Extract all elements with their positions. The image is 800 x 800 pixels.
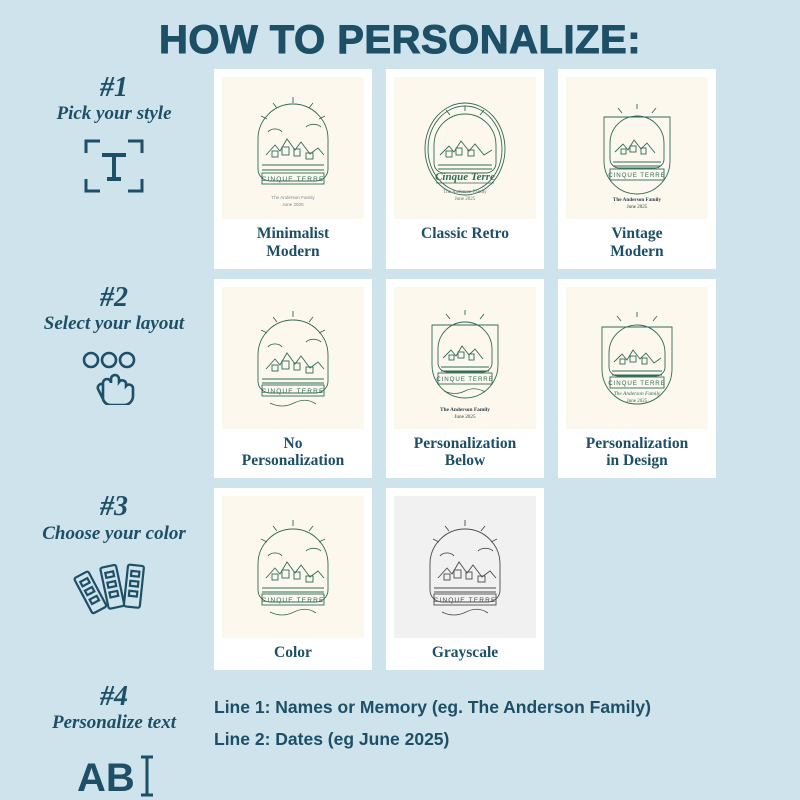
art-badge-text: CINQUE TERRE: [436, 375, 494, 383]
personalize-line-1: Line 1: Names or Memory (eg. The Anderson Family): [214, 697, 651, 718]
card-label-line1: Grayscale: [431, 644, 499, 662]
card-label-line1: Minimalist: [256, 225, 330, 242]
card-label-line1: Color: [274, 644, 312, 662]
style-card-classic-retro[interactable]: [386, 69, 544, 269]
card-label: [253, 225, 333, 263]
card-label-line2: Modern: [266, 242, 320, 260]
art-sub2: June 2025: [626, 205, 648, 210]
step-4-text: Personalize text: [51, 712, 177, 734]
step-row-4: [0, 678, 800, 800]
card-label: [606, 225, 667, 263]
layout-card-no-personalization[interactable]: [214, 279, 372, 479]
step-1-text: Pick your style: [56, 103, 172, 125]
card-label-line2: Modern: [610, 242, 664, 260]
art-badge-text: CINQUE TERRE: [433, 597, 497, 605]
card-label: [238, 435, 348, 473]
card-label-line1: Classic Retro: [421, 225, 509, 242]
text-style-icon: [14, 135, 214, 197]
card-label: [417, 225, 513, 245]
color-swatches-icon: [14, 554, 214, 616]
thumbnail: [394, 496, 536, 638]
step-row-1: [0, 69, 800, 269]
color-card-grayscale[interactable]: [386, 488, 544, 670]
thumbnail: [222, 287, 364, 429]
style-card-vintage-modern[interactable]: [558, 69, 716, 269]
step-row-2: [0, 279, 800, 479]
step-1-label-block: [14, 69, 214, 197]
step-3-label-block: [14, 488, 214, 616]
thumbnail: [222, 77, 364, 219]
card-label-line2: Below: [444, 452, 486, 470]
step-row-3: [0, 488, 800, 670]
layout-card-personalization-in-design[interactable]: [558, 279, 716, 479]
step-3-cards: [214, 488, 786, 670]
art-badge-text: CINQUE TERRE: [608, 172, 666, 179]
thumbnail: [394, 77, 536, 219]
art-sub2: June 2025: [454, 197, 476, 202]
art-sub1: The Anderson Family: [443, 190, 487, 195]
art-badge-text: Cinque Terre: [435, 171, 495, 183]
color-card-color[interactable]: [214, 488, 372, 670]
step-3-text: Choose your color: [42, 522, 186, 544]
step-4-number: #4: [100, 681, 128, 713]
art-sub2: June 2025: [454, 413, 476, 420]
step-1-cards: [214, 69, 786, 269]
art-badge-text: CINQUE TERRE: [261, 387, 325, 395]
card-label: [270, 644, 316, 664]
step-1-number: #1: [100, 72, 128, 103]
art-sub1: The Anderson Family: [439, 406, 491, 413]
personalize-text-lines: [214, 678, 651, 755]
svg-text:AB: AB: [77, 756, 135, 800]
art-badge-text: CINQUE TERRE: [261, 597, 325, 605]
card-label-line2: in Design: [606, 452, 668, 470]
thumbnail: [394, 287, 536, 429]
card-label: [428, 644, 502, 664]
card-label-line2: Personalization: [241, 452, 345, 470]
layout-card-personalization-below[interactable]: [386, 279, 544, 479]
art-sub2: June 2025: [282, 202, 304, 207]
step-2-text: Select your layout: [43, 313, 185, 335]
step-3-number: #3: [100, 491, 128, 523]
art-badge-text: CINQUE TERRE: [261, 176, 325, 183]
thumbnail: [566, 287, 708, 429]
step-2-label-block: [14, 279, 214, 407]
pointer-select-icon: [14, 345, 214, 407]
ab-text-cursor-icon: [14, 744, 214, 800]
art-sub1: The Anderson Family: [271, 195, 315, 200]
style-card-minimalist-modern[interactable]: [214, 69, 372, 269]
card-label-line1: Vintage: [611, 225, 663, 242]
thumbnail: [566, 77, 708, 219]
step-2-cards: [214, 279, 786, 479]
card-label-line1: Personalization: [585, 434, 689, 452]
step-4-label-block: [14, 678, 214, 800]
art-badge-text: CINQUE TERRE: [608, 379, 666, 387]
thumbnail: [222, 496, 364, 638]
step-2-number: #2: [100, 281, 128, 313]
art-sub1: The Anderson Family: [613, 390, 661, 397]
personalize-line-2: Line 2: Dates (eg June 2025): [214, 728, 450, 749]
card-label: [410, 435, 520, 473]
card-label-line1: No: [283, 434, 303, 452]
page-title: HOW TO PERSONALIZE:: [158, 18, 642, 62]
art-sub1: The Anderson Family: [612, 197, 662, 203]
art-sub2: June 2025: [626, 398, 648, 404]
card-label-line1: Personalization: [413, 434, 517, 452]
steps-container: [0, 69, 800, 800]
card-label: [582, 435, 692, 473]
